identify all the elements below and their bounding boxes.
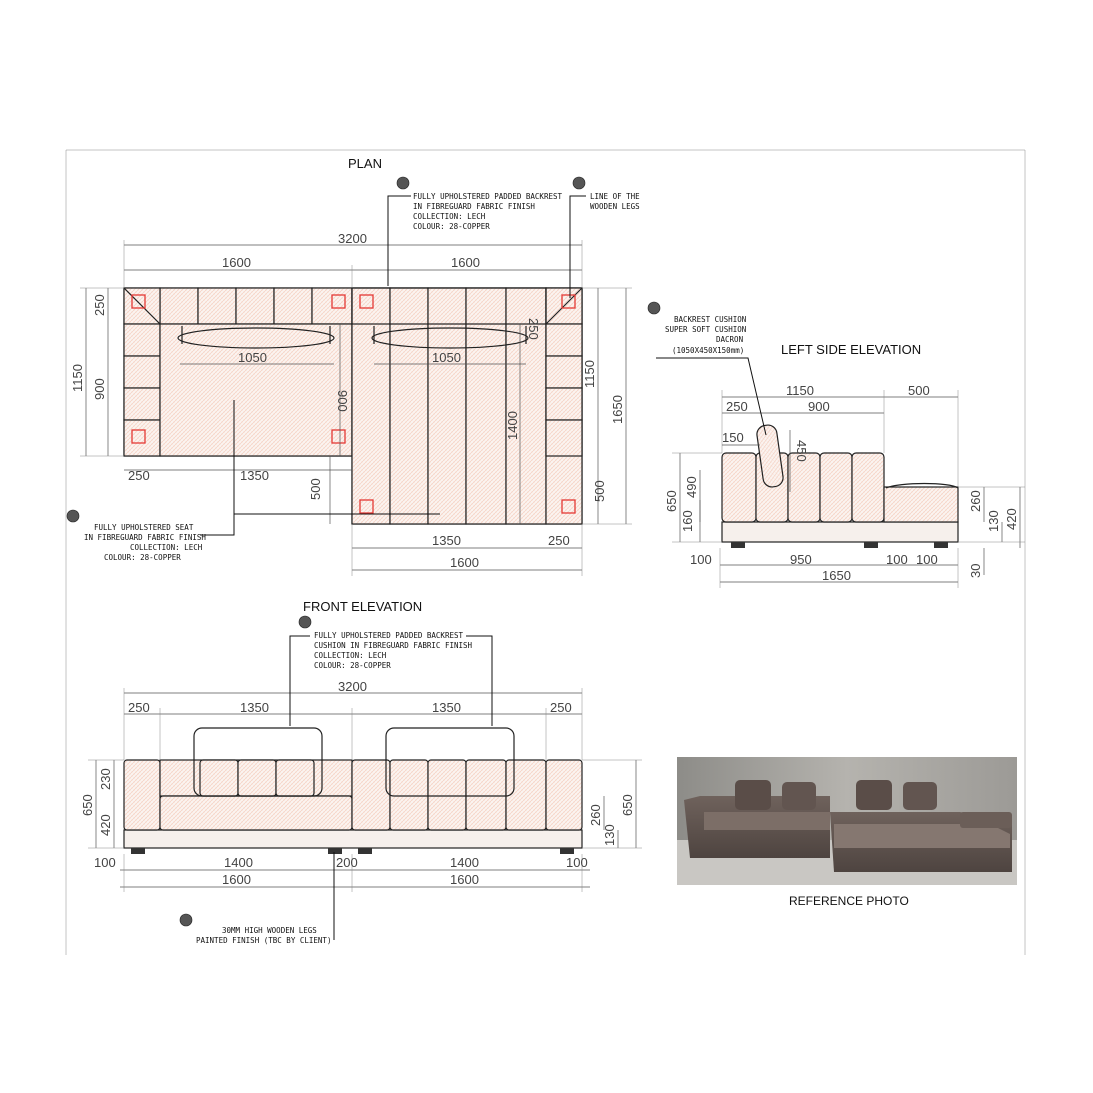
svg-text:IN FIBREGUARD FABRIC FINISH: IN FIBREGUARD FABRIC FINISH [84, 533, 206, 542]
side-note-cushion [648, 302, 766, 435]
plan-title: PLAN [348, 156, 382, 171]
side-dim-span: 950 [790, 552, 812, 567]
plan-dim-seat-depth-inner: 900 [335, 390, 350, 412]
svg-text:FULLY UPHOLSTERED PADDED BACKR: FULLY UPHOLSTERED PADDED BACKREST [314, 631, 464, 640]
front-dim-half-left: 1600 [222, 872, 251, 887]
front-sofa [124, 728, 582, 854]
svg-text:COLLECTION: LECH: COLLECTION: LECH [413, 212, 486, 221]
side-elevation [648, 302, 1025, 588]
svg-text:COLOUR: 28-COPPER: COLOUR: 28-COPPER [314, 661, 391, 670]
svg-text:BACKREST CUSHION: BACKREST CUSHION [674, 315, 747, 324]
svg-text:FULLY UPHOLSTERED SEAT: FULLY UPHOLSTERED SEAT [94, 523, 194, 532]
front-dim-overall: 3200 [338, 679, 367, 694]
reference-caption: REFERENCE PHOTO [789, 894, 909, 908]
front-dim-gap: 200 [336, 855, 358, 870]
front-dim-arm-right: 250 [550, 700, 572, 715]
plan-dim-half-right: 1600 [451, 255, 480, 270]
svg-text:FULLY UPHOLSTERED PADDED BACKR: FULLY UPHOLSTERED PADDED BACKREST [413, 192, 563, 201]
plan-left-module [124, 288, 352, 456]
side-dim-leg-right: 100 [916, 552, 938, 567]
front-dim-span-left: 1400 [224, 855, 253, 870]
plan-dim-chaise-length: 1400 [505, 411, 520, 440]
front-dim-leg-left: 100 [94, 855, 116, 870]
front-dim-base-right: 130 [602, 824, 617, 846]
svg-text:DACRON: DACRON [716, 335, 744, 344]
front-dim-back-height: 230 [98, 768, 113, 790]
svg-text:LINE OF THE: LINE OF THE [590, 192, 640, 201]
svg-text:COLOUR: 28-COPPER: COLOUR: 28-COPPER [413, 222, 490, 231]
plan-dim-seat-width-left: 1350 [240, 468, 269, 483]
svg-text:CUSHION IN FIBREGUARD FABRIC F: CUSHION IN FIBREGUARD FABRIC FINISH [314, 641, 473, 650]
side-dim-seat: 900 [808, 399, 830, 414]
side-title: LEFT SIDE ELEVATION [781, 342, 922, 357]
plan-dim-backrest-left: 250 [92, 294, 107, 316]
svg-text:WOODEN LEGS: WOODEN LEGS [590, 202, 640, 211]
side-dim-cushion-height: 450 [794, 440, 809, 462]
svg-text:SUPER SOFT CUSHION: SUPER SOFT CUSHION [665, 325, 747, 334]
front-dim-half-right: 1600 [450, 872, 479, 887]
plan-dim-cushion-left: 1050 [238, 350, 267, 365]
front-dim-seat-height: 420 [98, 814, 113, 836]
plan-dim-leg-offset-right: 500 [592, 480, 607, 502]
reference-photo [677, 757, 1017, 908]
plan-dim-overall-depth-right: 1650 [610, 395, 625, 424]
side-dim-overall-length: 1650 [822, 568, 851, 583]
front-dim-leg-right: 100 [566, 855, 588, 870]
side-dim-chaise-seat: 260 [968, 490, 983, 512]
front-dim-cushion-left: 1350 [240, 700, 269, 715]
svg-text:IN FIBREGUARD FABRIC FINISH: IN FIBREGUARD FABRIC FINISH [413, 202, 535, 211]
side-dim-chaise-ext: 500 [908, 383, 930, 398]
side-dim-base-height: 160 [680, 510, 695, 532]
side-sofa [722, 424, 958, 548]
side-dim-overall-height: 650 [664, 490, 679, 512]
side-dim-backrest: 250 [726, 399, 748, 414]
side-dim-chaise-total: 420 [1004, 508, 1019, 530]
plan-dim-seat-depth-left: 900 [92, 378, 107, 400]
front-elevation [80, 599, 642, 945]
front-note-backrest [290, 616, 492, 726]
side-dim-arm-height: 490 [684, 476, 699, 498]
plan-dim-depth-left: 1150 [70, 364, 85, 392]
svg-text:COLOUR: 28-COPPER: COLOUR: 28-COPPER [104, 553, 181, 562]
svg-text:COLLECTION: LECH: COLLECTION: LECH [130, 543, 203, 552]
plan-note-legs [570, 177, 640, 298]
front-dim-cushion-right: 1350 [432, 700, 461, 715]
svg-text:COLLECTION: LECH: COLLECTION: LECH [314, 651, 387, 660]
plan-dim-overall: 3200 [338, 231, 367, 246]
front-dim-seat-right: 260 [588, 804, 603, 826]
side-dim-chaise-base: 130 [986, 510, 1001, 532]
plan-dim-half-bottom: 1600 [450, 555, 479, 570]
front-dim-span-right: 1400 [450, 855, 479, 870]
plan-dim-half-left: 1600 [222, 255, 251, 270]
plan-dim-backrest-right: 250 [526, 318, 541, 340]
side-dim-cushion-thick: 150 [722, 430, 744, 445]
plan-view [67, 156, 640, 576]
front-dim-height-left: 650 [80, 794, 95, 816]
plan-dim-leg-offset-left: 500 [308, 478, 323, 500]
svg-text:(1050X450X150mm): (1050X450X150mm) [672, 346, 745, 355]
side-dim-depth: 1150 [786, 383, 814, 398]
front-title: FRONT ELEVATION [303, 599, 423, 614]
side-dim-leg-mid: 100 [886, 552, 908, 567]
plan-dim-depth-right: 1150 [582, 360, 597, 388]
svg-text:PAINTED FINISH (TBC BY CLIENT): PAINTED FINISH (TBC BY CLIENT) [196, 936, 332, 945]
front-dim-arm-left: 250 [128, 700, 150, 715]
plan-dim-chaise-seat-width: 1350 [432, 533, 461, 548]
front-dim-height-right: 650 [620, 794, 635, 816]
plan-dim-cushion-right: 1050 [432, 350, 461, 365]
plan-dim-arm-right: 250 [548, 533, 570, 548]
side-dim-leg-height: 30 [968, 563, 983, 578]
svg-text:30MM HIGH WOODEN LEGS: 30MM HIGH WOODEN LEGS [222, 926, 317, 935]
plan-dim-arm-left: 250 [128, 468, 150, 483]
plan-right-module [352, 288, 582, 524]
front-note-legs [180, 852, 334, 945]
side-dim-leg-left: 100 [690, 552, 712, 567]
